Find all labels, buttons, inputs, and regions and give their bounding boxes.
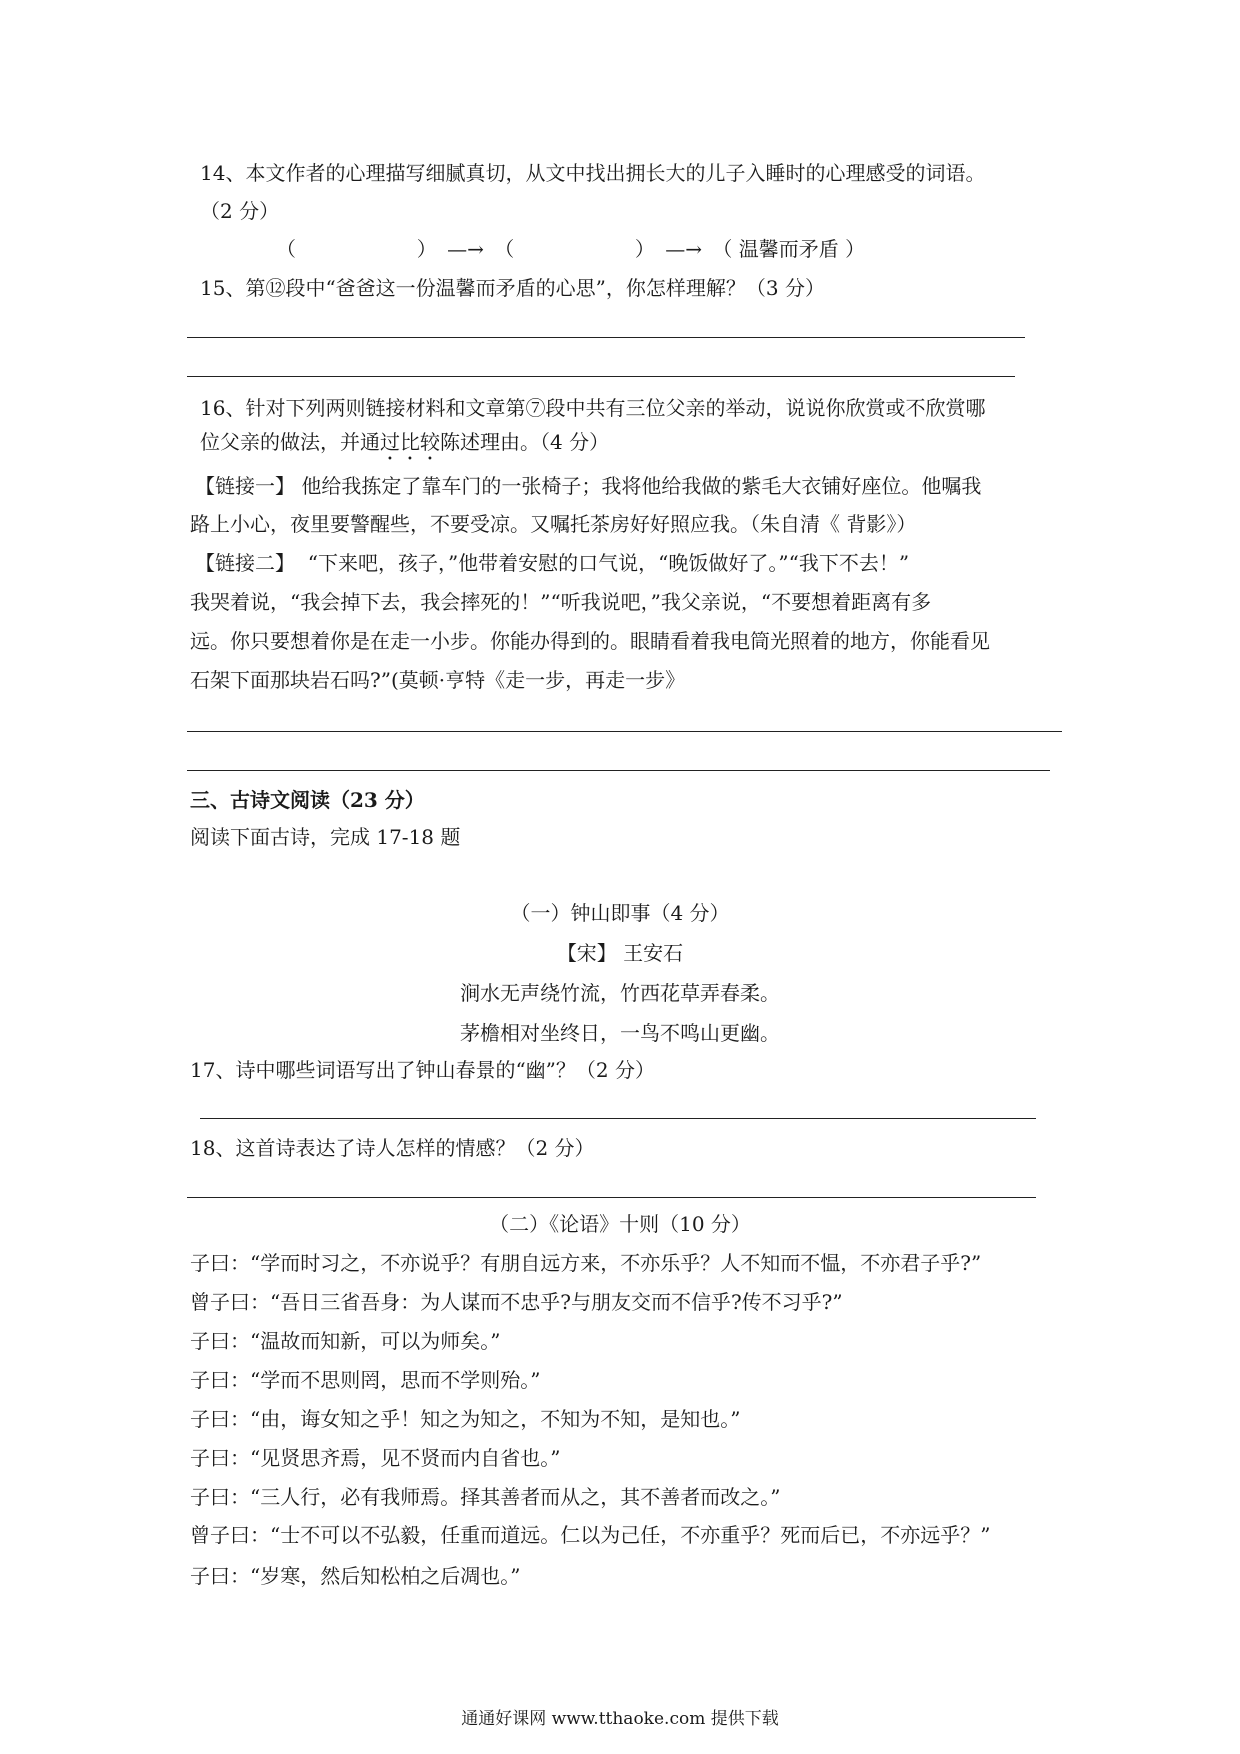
q16-line2-emphasis: 过比较 [380, 430, 440, 454]
arrow-icon: —→ [447, 237, 484, 261]
link2-text: “下来吧，孩子，”他带着安慰的口气说，“晚饭做好了。”“我下不去！” [307, 551, 910, 575]
link1-text: 他给我拣定了靠车门的一张椅子；我将他给我做的紫毛大衣铺好座位。他嘱我 [301, 474, 982, 498]
link1-line1 [195, 473, 981, 499]
page-footer: 通通好课网 www.tthaoke.com 提供下载 [461, 1709, 779, 1729]
lunyu-line: 子曰：“由，诲女知之乎！知之为知之，不知为不知，是知也。” [190, 1407, 741, 1431]
link2-label: 【链接二】 [195, 551, 295, 575]
q16-line2 [200, 429, 609, 465]
q16-line2-pre: 位父亲的做法，并通 [200, 430, 380, 454]
lunyu-title: （二）《论语》十则（10 分） [489, 1212, 751, 1236]
link2-line4: 石架下面那块岩石吗?”(莫顿·亨特《走一步，再走一步》 [190, 668, 686, 692]
q14-blank1-open: （ [276, 237, 296, 261]
link1-line2: 路上小心，夜里要警醒些，不要受凉。又嘱托茶房好好照应我。（朱自清《 背影》） [190, 512, 917, 536]
q16-line1: 16、针对下列两则链接材料和文章第⑦段中共有三位父亲的举动，说说你欣赏或不欣赏哪 [200, 396, 986, 420]
answer-line[interactable] [187, 770, 1050, 771]
lunyu-line: 曾子曰：“士不可以不弘毅，任重而道远。仁以为己任，不亦重乎？死而后已，不亦远乎？” [190, 1523, 991, 1547]
q17-text: 17、诗中哪些词语写出了钟山春景的“幽”？（2 分） [190, 1058, 655, 1082]
q14-blank-row [276, 236, 865, 262]
q14-line1: 14、本文作者的心理描写细腻真切，从文中找出拥长大的儿子入睡时的心理感受的词语。 [200, 161, 986, 185]
lunyu-line: 子曰：“三人行，必有我师焉。择其善者而从之，其不善者而改之。” [190, 1485, 781, 1509]
q14-blank2-close: ） [634, 237, 655, 261]
lunyu-line: 子曰：“岁寒，然后知松柏之后凋也。” [190, 1564, 521, 1588]
q14-blank1-close: ） [416, 237, 437, 261]
answer-line[interactable] [187, 731, 1062, 732]
lunyu-line: 子曰：“学而时习之，不亦说乎？有朋自远方来，不亦乐乎？人不知而不愠，不亦君子乎?” [190, 1251, 982, 1275]
poem-line2: 茅檐相对坐终日，一鸟不鸣山更幽。 [460, 1021, 780, 1045]
q15-text: 15、第⑫段中“爸爸这一份温馨而矛盾的心思”，你怎样理解？（3 分） [200, 276, 825, 300]
poem-author: 【宋】 王安石 [556, 941, 684, 965]
answer-line[interactable] [187, 376, 1015, 377]
poem-title: （一）钟山即事（4 分） [510, 901, 730, 925]
answer-line[interactable] [200, 1118, 1036, 1119]
lunyu-line: 子曰：“见贤思齐焉，见不贤而内自省也。” [190, 1446, 561, 1470]
answer-line[interactable] [187, 337, 1025, 338]
link2-line2: 我哭着说，“我会掉下去，我会摔死的！”“听我说吧，”我父亲说，“不要想着距离有多 [190, 590, 932, 614]
poem-line1: 涧水无声绕竹流，竹西花草弄春柔。 [460, 981, 780, 1005]
link2-line3: 远。你只要想着你是在走一小步。你能办得到的。眼睛看着我电筒光照着的地方，你能看见 [190, 629, 990, 653]
answer-line[interactable] [187, 1197, 1036, 1198]
q18-text: 18、这首诗表达了诗人怎样的情感？（2 分） [190, 1136, 595, 1160]
arrow-icon: —→ [665, 237, 703, 261]
section3-title: 三、古诗文阅读（23 分） [190, 788, 425, 812]
link2-line1 [195, 550, 909, 576]
q14-blank2-open: （ [494, 237, 515, 261]
link1-label: 【链接一】 [195, 474, 295, 498]
q14-line2: （2 分） [200, 199, 280, 223]
section3-instruction: 阅读下面古诗，完成 17-18 题 [190, 825, 461, 849]
q16-line2-post: 陈述理由。（4 分） [440, 430, 610, 454]
lunyu-line: 子曰：“温故而知新，可以为师矣。” [190, 1329, 501, 1353]
lunyu-line: 子曰：“学而不思则罔，思而不学则殆。” [190, 1368, 541, 1392]
lunyu-line: 曾子曰：“吾日三省吾身：为人谋而不忠乎?与朋友交而不信乎?传不习乎?” [190, 1290, 843, 1314]
q14-blank3-given: （ 温馨而矛盾 ） [712, 237, 866, 261]
